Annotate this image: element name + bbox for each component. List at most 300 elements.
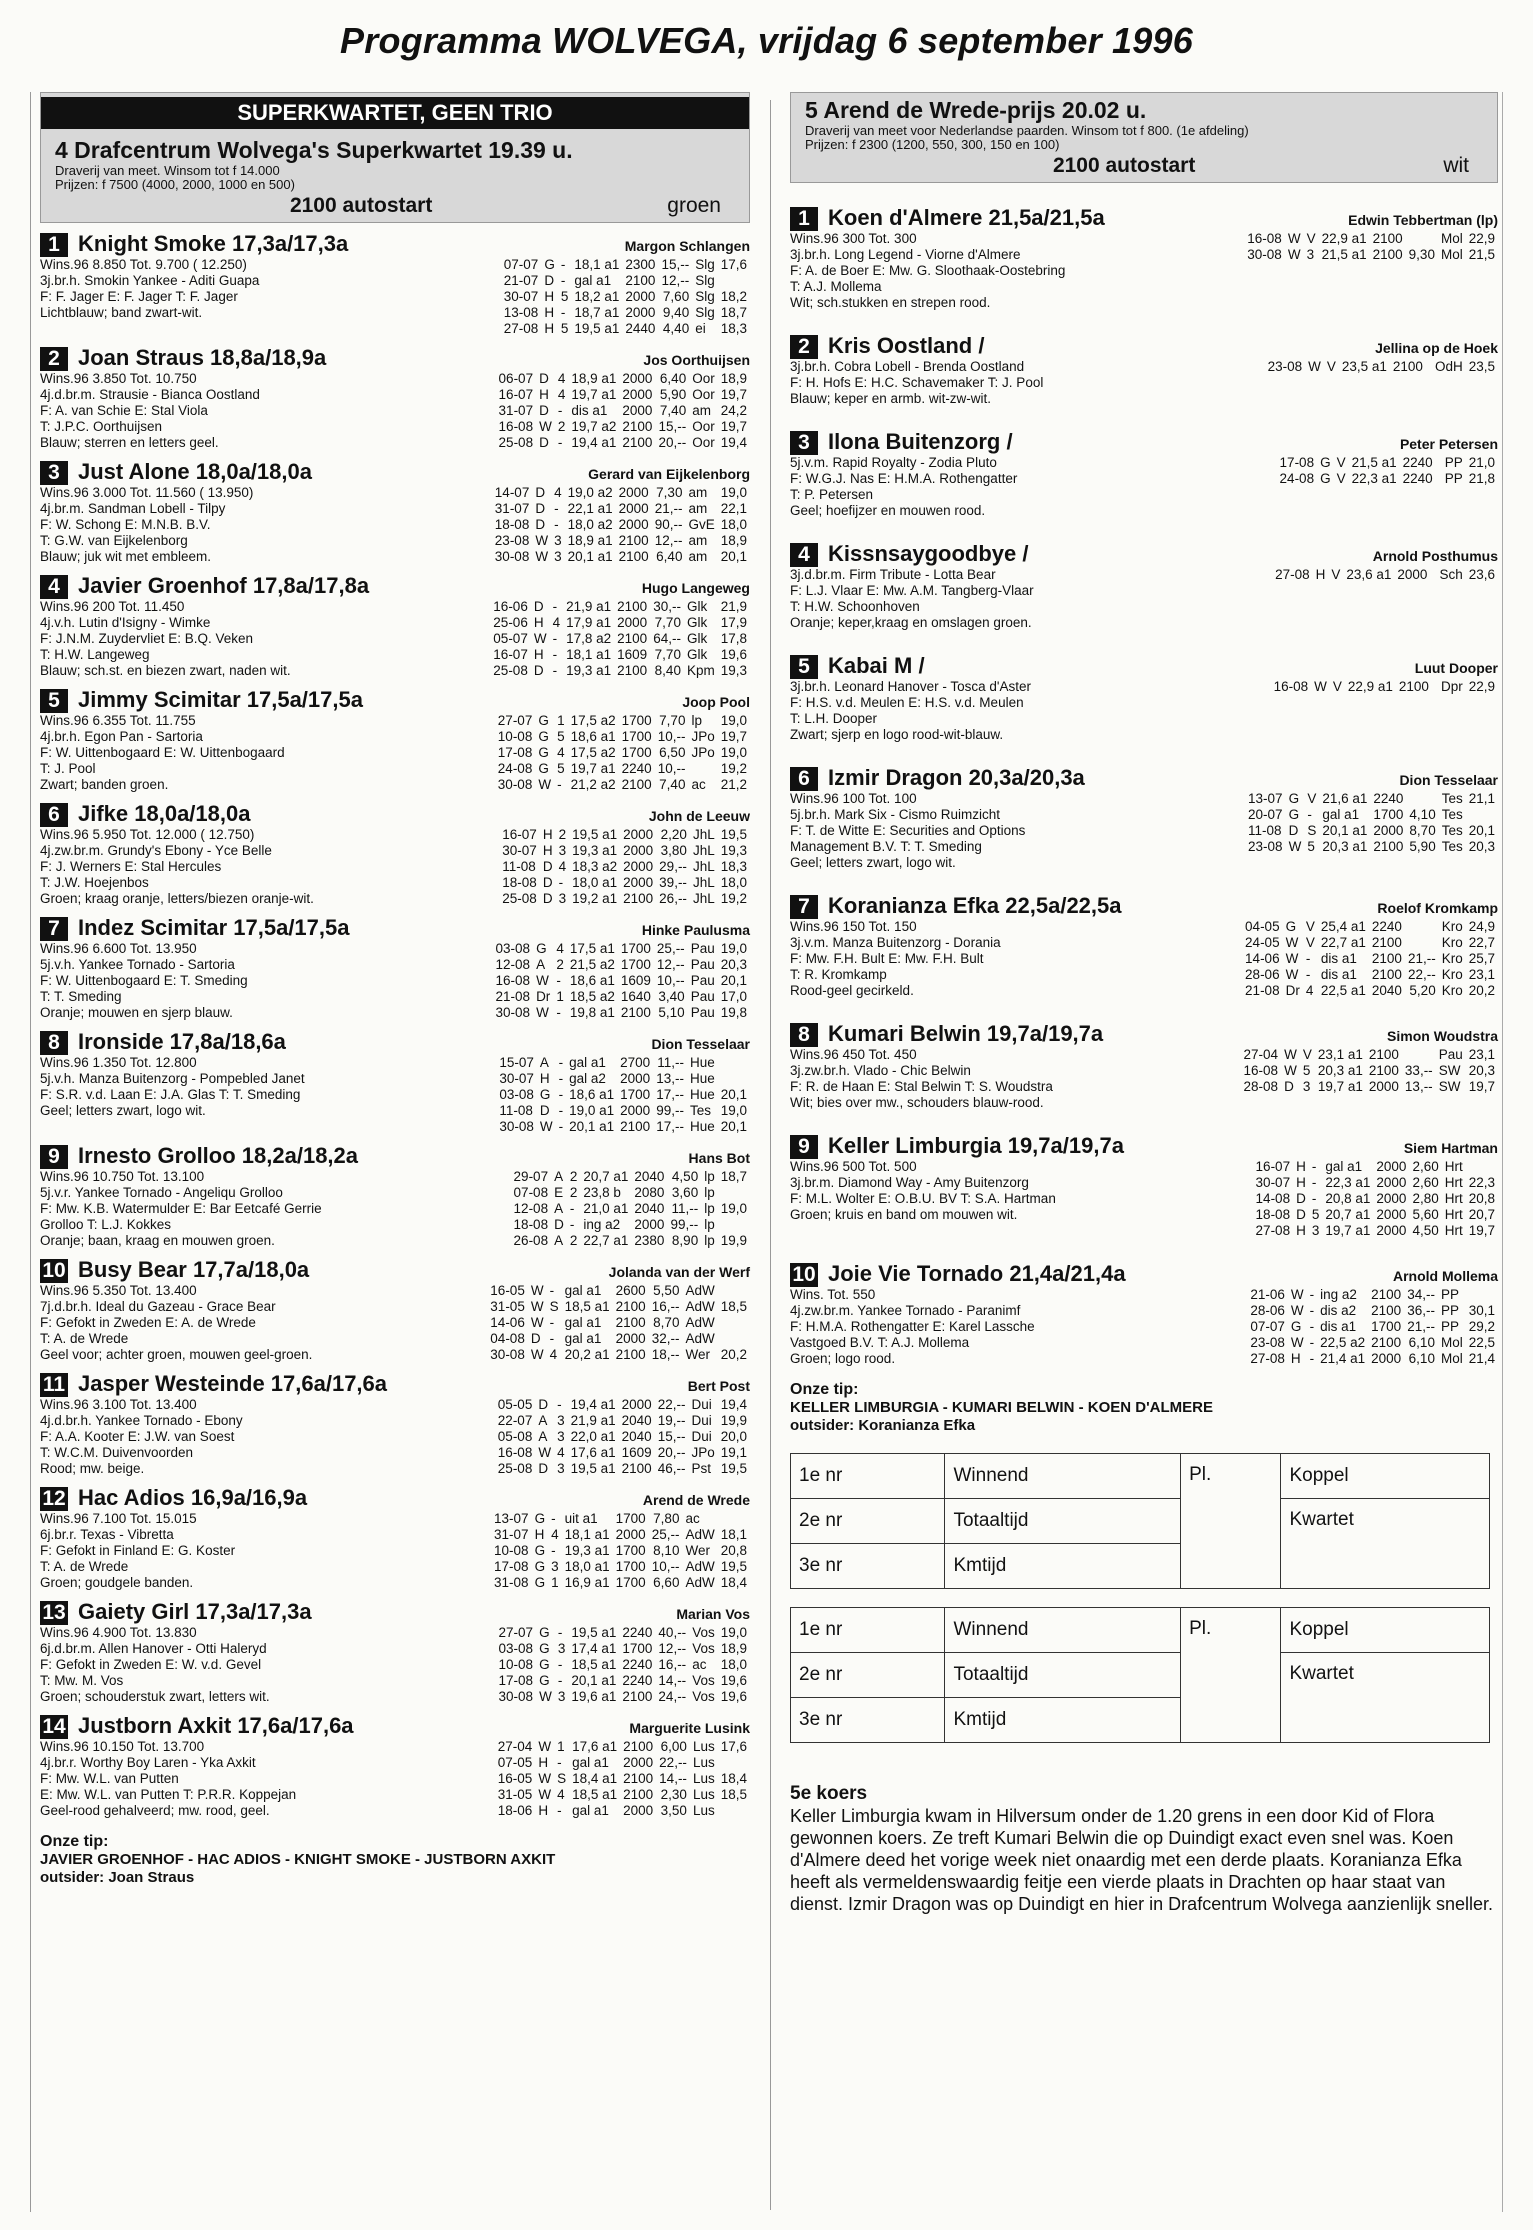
start-cell: 21,5 [1468, 247, 1495, 262]
bet-1e-nr[interactable]: 1e nr [791, 1454, 945, 1499]
start-cell: PP [1440, 1303, 1459, 1318]
start-cell: 12-08 [513, 1201, 549, 1216]
start-cell: Oor [692, 435, 715, 450]
start-row [495, 1429, 750, 1445]
horse-info-line: 7j.d.br.h. Ideal du Gazeau - Grace Bear [40, 1299, 276, 1314]
start-row [501, 289, 750, 305]
start-cell: - [558, 1071, 564, 1086]
start-cell: Wer [685, 1543, 710, 1558]
start-cell: 23,5 [1468, 359, 1495, 374]
horse-number: 13 [40, 1601, 68, 1625]
horse-info-line: T: R. Kromkamp [790, 967, 887, 982]
start-cell: 2040 [621, 1429, 652, 1444]
horse-entry [790, 1021, 1498, 1111]
start-cell [718, 273, 750, 289]
start-cell: - [1309, 1335, 1315, 1350]
start-row [490, 631, 750, 647]
bet-koppel[interactable]: Koppel [1281, 1608, 1490, 1653]
start-cell: 30,1 [1468, 1303, 1495, 1318]
start-cell [718, 1055, 750, 1071]
start-cell: ac [685, 1511, 700, 1526]
start-cell: 22,1 a1 [567, 501, 613, 516]
start-cell: Kro [1441, 967, 1463, 982]
start-cell: 18,6 a1 [569, 973, 615, 988]
start-cell: 17,6 [720, 1739, 747, 1754]
start-row [496, 371, 750, 387]
start-cell: 2000 [623, 827, 654, 842]
bet-winnend[interactable]: Winnend [945, 1608, 1181, 1653]
start-cell: - [549, 1315, 555, 1330]
start-cell: 2 [569, 1185, 578, 1200]
bet-koppel[interactable]: Koppel [1281, 1454, 1490, 1499]
start-cell: 20,0 [720, 1429, 747, 1444]
start-cell: Pau [690, 1005, 715, 1020]
horse-starts [511, 1169, 750, 1249]
start-cell: 19,4 a1 [570, 1397, 616, 1412]
start-row [495, 1755, 750, 1771]
horse-info-line: Geel; letters zwart, logo wit. [40, 1103, 206, 1118]
start-cell: ing a2 [1320, 1287, 1357, 1302]
start-cell: 2,80 [1412, 1191, 1439, 1206]
start-cell: Lus [692, 1771, 715, 1786]
horse-driver: Marian Vos [676, 1606, 750, 1622]
horse-info-line: F: Gefokt in Zweden E: A. de Wrede [40, 1315, 256, 1330]
horse-entry [790, 333, 1498, 407]
tip-main: JAVIER GROENHOF - HAC ADIOS - KNIGHT SMOKE - JUSTBORN AXKIT [40, 1851, 556, 1868]
race-5-conditions: Draverij van meet voor Nederlandse paarden. Winsom tot f 800. (1e afdeling) [805, 123, 1249, 138]
start-cell: - [1309, 1351, 1315, 1366]
start-cell: 21,4 [1468, 1351, 1495, 1366]
start-cell: 18,0 a2 [567, 517, 613, 532]
start-cell: 20,7 a1 [583, 1169, 629, 1184]
start-cell: 7,30 [656, 485, 683, 500]
start-cell: 15,-- [658, 419, 687, 434]
bet-kmtijd[interactable]: Kmtijd [945, 1544, 1181, 1589]
bet-kwartet[interactable]: Kwartet [1281, 1499, 1490, 1589]
start-cell: dis a1 [1320, 1319, 1357, 1334]
horse-driver: Hugo Langeweg [641, 580, 750, 596]
start-row [1244, 231, 1498, 247]
start-cell: 3,50 [660, 1803, 687, 1818]
start-cell: 4 [557, 387, 566, 402]
start-cell: 24-08 [497, 761, 533, 776]
start-cell: 1700 [615, 1511, 646, 1526]
start-cell: 17,6 a1 [570, 1445, 616, 1460]
start-cell: D [533, 663, 544, 678]
start-cell: gal a1 [572, 1803, 609, 1818]
start-cell: 13-07 [494, 1511, 529, 1526]
start-cell: - [552, 631, 558, 646]
start-cell: 20,8 [1468, 1191, 1495, 1206]
start-cell: 18,6 a1 [569, 1087, 615, 1102]
start-cell: - [557, 1803, 562, 1818]
horse-info [790, 231, 1244, 311]
start-cell: 1 [557, 713, 565, 728]
start-cell: 19,6 a1 [571, 1689, 617, 1704]
start-cell: 12,-- [661, 273, 690, 288]
horse-driver: Simon Woudstra [1387, 1028, 1498, 1044]
start-cell: PP [1444, 471, 1463, 486]
start-cell: 2000 [1373, 823, 1404, 838]
start-cell: 18,9 a1 [567, 533, 613, 548]
start-row [495, 1803, 750, 1819]
start-cell: 28-08 [1243, 1079, 1279, 1094]
start-cell: 16-08 [1247, 231, 1282, 246]
start-cell: W [530, 1299, 544, 1314]
start-cell: 21,4 a1 [1320, 1351, 1366, 1366]
start-cell: ac [691, 777, 706, 792]
horse-info-line: 3j.br.h. Smokin Yankee - Aditi Guapa [40, 273, 260, 288]
start-cell: 8,70 [653, 1315, 680, 1330]
start-cell: 19,4 [720, 435, 747, 450]
horse-starts [492, 485, 750, 565]
start-cell [1466, 1287, 1498, 1303]
start-cell: H [544, 305, 555, 320]
horse-info-line: 3j.zw.br.h. Vlado - Chic Belwin [790, 1063, 971, 1078]
horse-info-line: Groen; kruis en band om mouwen wit. [790, 1207, 1018, 1222]
start-cell: H [544, 321, 555, 336]
start-cell: Slg [695, 305, 715, 320]
horse-number: 8 [40, 1031, 68, 1055]
bet-2e-nr[interactable]: 2e nr [791, 1653, 945, 1698]
start-cell: 16-06 [493, 599, 528, 614]
start-cell: 1 [556, 989, 564, 1004]
start-cell: 31-05 [497, 1787, 533, 1802]
horse-info-line: F: W. Uittenbogaard E: T. Smeding [40, 973, 248, 988]
start-cell: Slg [695, 289, 715, 304]
start-cell: 21-07 [503, 273, 539, 288]
start-cell: 4 [557, 1445, 565, 1460]
start-cell: 3 [558, 843, 567, 858]
start-row [1253, 1223, 1498, 1239]
start-cell: 2100 [1368, 1047, 1399, 1062]
start-cell: 22,-- [659, 1755, 687, 1770]
race-4-tip [40, 1833, 750, 1887]
race-5-title: 5 Arend de Wrede-prijs 20.02 u. [805, 97, 1147, 123]
bet-form-1 [790, 1453, 1490, 1589]
race-4-conditions: Draverij van meet. Winsom tot f 14.000 [55, 163, 280, 178]
start-row [492, 517, 750, 533]
start-cell: 30-08 [497, 777, 533, 792]
start-cell: 19,7 a2 [571, 419, 617, 434]
start-row [496, 387, 750, 403]
start-cell: 10-08 [497, 729, 533, 744]
start-cell: Kro [1441, 983, 1463, 998]
horse-number: 5 [40, 689, 68, 713]
bet-pl[interactable]: Pl. [1181, 1454, 1281, 1589]
start-cell: V [1336, 455, 1346, 470]
start-cell: 8,40 [654, 663, 681, 678]
horse-info-line: F: M.L. Wolter E: O.B.U. BV T: S.A. Hartman [790, 1191, 1056, 1206]
start-cell: H [533, 647, 544, 662]
start-row [496, 1657, 750, 1673]
horse-entry [40, 459, 750, 565]
start-cell: - [560, 305, 566, 320]
start-cell: 7,70 [654, 615, 681, 630]
start-cell: W [1284, 1063, 1297, 1078]
start-row [1242, 935, 1498, 951]
bet-kmtijd[interactable]: Kmtijd [945, 1698, 1181, 1743]
start-row [1247, 1303, 1498, 1319]
start-cell: 21,-- [1407, 951, 1436, 966]
start-cell: - [1311, 1175, 1317, 1190]
start-cell: 13,-- [656, 1071, 684, 1086]
horse-info-line: 3j.br.h. Leonard Hanover - Tosca d'Aster [790, 679, 1031, 694]
start-row [496, 1071, 750, 1087]
start-cell: Glk [686, 647, 708, 662]
start-cell: 28-06 [1250, 1303, 1285, 1318]
start-cell: 06-07 [498, 371, 534, 386]
start-cell: 2000 [615, 1331, 646, 1346]
start-cell: 24,2 [720, 403, 747, 418]
start-cell: 18,9 a1 [571, 371, 617, 386]
start-cell: 18,9 [720, 533, 747, 548]
horse-starts [495, 1397, 750, 1477]
start-cell: 23,5 a1 [1341, 359, 1387, 374]
bet-kwartet[interactable]: Kwartet [1281, 1653, 1490, 1743]
start-cell [718, 1217, 750, 1233]
start-cell: 20,8 [720, 1543, 747, 1558]
horse-info-line: 3j.br.m. Diamond Way - Amy Buitenzorg [790, 1175, 1029, 1190]
start-cell: 18,3 [720, 321, 747, 336]
horse-info [40, 1625, 496, 1705]
start-row [491, 1559, 750, 1575]
start-cell: 29,-- [659, 859, 687, 874]
start-cell: W [536, 973, 549, 988]
bet-winnend[interactable]: Winnend [945, 1454, 1181, 1499]
start-row [1277, 471, 1498, 487]
bet-pl[interactable]: Pl. [1181, 1608, 1281, 1743]
race-4-header [40, 92, 750, 223]
start-cell: 19,9 [720, 1413, 747, 1428]
start-cell: 2440 [625, 321, 656, 336]
start-cell: Pau [690, 989, 715, 1004]
start-cell: 2000 [623, 875, 654, 890]
start-cell: 14-07 [494, 485, 530, 500]
horse-number: 14 [40, 1715, 68, 1739]
start-cell: 9,40 [662, 305, 690, 320]
start-cell: W [530, 1315, 544, 1330]
start-cell: 1700 [615, 1543, 646, 1558]
start-cell: 30,-- [653, 599, 681, 614]
race-4-prizes: Prijzen: f 7500 (4000, 2000, 1000 en 500) [55, 177, 295, 192]
start-cell: Oor [692, 387, 715, 402]
start-cell: 11,-- [671, 1201, 699, 1216]
horse-info-line: F: W. Uittenbogaard E: W. Uittenbogaard [40, 745, 285, 760]
horse-info-line: T: J.W. Hoejenbos [40, 875, 149, 890]
start-cell: 18-08 [502, 875, 537, 890]
race-4-title: 4 Drafcentrum Wolvega's Superkwartet 19.39 u. [55, 137, 573, 163]
start-cell: gal a1 [564, 1331, 602, 1346]
horse-info-line: Geel voor; achter groen, mouwen geel-groen. [40, 1347, 313, 1362]
horse-info-line: Wins.96 5.950 Tot. 12.000 ( 12.750) [40, 827, 255, 842]
horse-info-line: F: S.R. v.d. Laan E: J.A. Glas T: T. Smeding [40, 1087, 301, 1102]
start-cell: 1640 [620, 989, 651, 1004]
horse-info-line: F: H.S. v.d. Meulen E: H.S. v.d. Meulen [790, 695, 1024, 710]
bet-3e-nr[interactable]: 3e nr [791, 1544, 945, 1589]
start-cell: - [552, 599, 558, 614]
horse-name: Javier Groenhof 17,8a/17,8a [78, 573, 370, 598]
start-row [501, 257, 750, 273]
start-row [487, 1283, 750, 1299]
horse-info-line: F: W.G.J. Nas E: H.M.A. Rothengatter [790, 471, 1018, 486]
start-cell: 2,20 [660, 827, 687, 842]
start-cell: 4,50 [671, 1169, 699, 1184]
start-cell: 19,3 a1 [564, 1543, 610, 1558]
start-cell: 18,5 a2 [569, 989, 615, 1004]
start-cell: D [538, 1461, 549, 1476]
start-cell: 16-05 [490, 1283, 525, 1298]
start-row [487, 1331, 750, 1347]
bet-3e-nr[interactable]: 3e nr [791, 1698, 945, 1743]
horse-info-line: Wins.96 6.355 Tot. 11.755 [40, 713, 196, 728]
start-row [1241, 1063, 1498, 1079]
horse-driver: Edwin Tebbertman (lp) [1348, 212, 1498, 228]
start-cell: A [536, 957, 546, 972]
horse-name: Jimmy Scimitar 17,5a/17,5a [78, 687, 363, 712]
start-cell: - [1309, 1287, 1315, 1302]
bet-totaaltijd[interactable]: Totaaltijd [945, 1653, 1181, 1698]
horse-entry [40, 1029, 750, 1135]
horse-starts [1272, 567, 1498, 631]
start-cell: 27-04 [497, 1739, 533, 1754]
start-cell: 17-08 [494, 1559, 529, 1574]
bet-1e-nr[interactable]: 1e nr [791, 1608, 945, 1653]
start-cell: 4 [557, 1787, 565, 1802]
start-cell: 30-07 [499, 1071, 534, 1086]
start-cell: Tes [1441, 807, 1463, 822]
start-cell: 2600 [615, 1283, 646, 1298]
start-cell: G [539, 1673, 550, 1688]
horse-number: 9 [40, 1145, 68, 1169]
start-cell: 18-08 [513, 1217, 549, 1232]
bet-totaaltijd[interactable]: Totaaltijd [945, 1499, 1181, 1544]
start-cell: 18,4 a1 [572, 1771, 618, 1786]
bet-2e-nr[interactable]: 2e nr [791, 1499, 945, 1544]
horse-name: Indez Scimitar 17,5a/17,5a [78, 915, 350, 940]
start-cell: - [549, 1283, 555, 1298]
start-cell: G [1290, 1319, 1302, 1334]
start-cell: 2100 [1371, 967, 1402, 982]
start-cell: 2240 [1402, 455, 1433, 470]
start-cell: 19,0 [720, 1625, 747, 1640]
horse-info-line: 5j.br.h. Mark Six - Cismo Ruimzicht [790, 807, 1001, 822]
start-cell: D [538, 1397, 549, 1412]
start-cell: 10-08 [498, 1657, 534, 1672]
start-cell: 2100 [617, 599, 648, 614]
start-cell: 4 [554, 485, 562, 500]
start-cell: 19,5 [720, 1559, 747, 1574]
start-cell: 1609 [620, 973, 651, 988]
start-row [1242, 967, 1498, 983]
start-cell: 03-08 [499, 1087, 534, 1102]
horse-info-line: T: L.H. Dooper [790, 711, 878, 726]
start-cell: 27-07 [498, 1625, 534, 1640]
start-cell: Hrt [1444, 1223, 1463, 1238]
start-cell: W [1285, 967, 1299, 982]
horse-starts [487, 1283, 750, 1363]
horse-info [40, 941, 493, 1021]
horse-number: 1 [40, 233, 68, 257]
horse-driver: Jos Oorthuijsen [643, 352, 750, 368]
horse-entry [40, 1713, 750, 1819]
start-cell: 5 [557, 729, 565, 744]
start-cell: 2000 [620, 1103, 651, 1118]
start-row [490, 599, 750, 615]
start-cell: 16,9 a1 [564, 1575, 610, 1590]
start-cell: AdW [685, 1315, 715, 1330]
horse-info-line: Zwart; sjerp en logo rood-wit-blauw. [790, 727, 1004, 742]
start-cell: 23,1 [1468, 967, 1495, 982]
start-cell: SW [1438, 1079, 1461, 1094]
start-row [493, 957, 750, 973]
start-cell: W [538, 1445, 552, 1460]
start-row [1253, 1159, 1498, 1175]
horse-info-line: T: A. de Wrede [40, 1331, 129, 1346]
start-cell: 2 [557, 419, 566, 434]
start-row [511, 1169, 750, 1185]
start-cell: - [557, 435, 563, 450]
start-cell: 2000 [1376, 1207, 1407, 1222]
start-cell: 17,0 [720, 989, 747, 1004]
start-row [1241, 1079, 1498, 1095]
horse-driver: Siem Hartman [1403, 1140, 1498, 1156]
start-cell: 20,1 a1 [571, 1673, 617, 1688]
start-cell [718, 1755, 750, 1771]
start-cell: 22,-- [1407, 967, 1436, 982]
start-cell: 19,6 [720, 1673, 747, 1688]
start-row [511, 1217, 750, 1233]
start-cell: AdW [685, 1331, 715, 1346]
start-cell: 07-07 [503, 257, 539, 272]
start-cell: 16-07 [498, 387, 534, 402]
horse-info-line: Blauw; sterren en letters geel. [40, 435, 219, 450]
start-cell: - [557, 1397, 562, 1412]
start-cell: 2240 [1402, 471, 1433, 486]
horse-info-line: Wins.96 7.100 Tot. 15.015 [40, 1511, 197, 1526]
start-cell: 18-08 [494, 517, 530, 532]
horse-entry [790, 429, 1498, 519]
start-cell: Kro [1441, 951, 1463, 966]
start-cell: 31-07 [494, 1527, 529, 1542]
horse-name: Keller Limburgia 19,7a/19,7a [828, 1133, 1124, 1158]
start-cell: - [1309, 1303, 1315, 1318]
start-cell: gal a1 [574, 273, 612, 288]
start-cell: am [692, 403, 711, 418]
start-cell: 18,3 [720, 859, 747, 874]
start-cell: 19,0 [720, 745, 747, 760]
start-row [496, 403, 750, 419]
horse-info-line: T: H.W. Schoonhoven [790, 599, 920, 614]
start-cell: 1700 [1373, 807, 1404, 822]
start-cell: Lus [692, 1755, 715, 1770]
start-cell: 21,0 [1468, 455, 1495, 470]
start-cell: dis a1 [571, 403, 608, 418]
start-cell: 17-08 [497, 745, 533, 760]
start-cell: AdW [685, 1575, 715, 1590]
start-cell: 4,40 [662, 321, 690, 336]
start-cell: 19,7 [720, 419, 747, 434]
horse-driver: Roelof Kromkamp [1377, 900, 1498, 916]
start-cell [718, 1283, 750, 1299]
start-cell: PP [1440, 1287, 1459, 1302]
start-cell: Tes [1441, 823, 1463, 838]
start-cell: 31-07 [494, 501, 530, 516]
horse-driver: Jolanda van der Werf [608, 1264, 750, 1280]
start-cell: 2100 [1372, 247, 1403, 262]
start-cell: 10,-- [651, 1559, 680, 1574]
start-cell: 5,90 [659, 387, 687, 402]
